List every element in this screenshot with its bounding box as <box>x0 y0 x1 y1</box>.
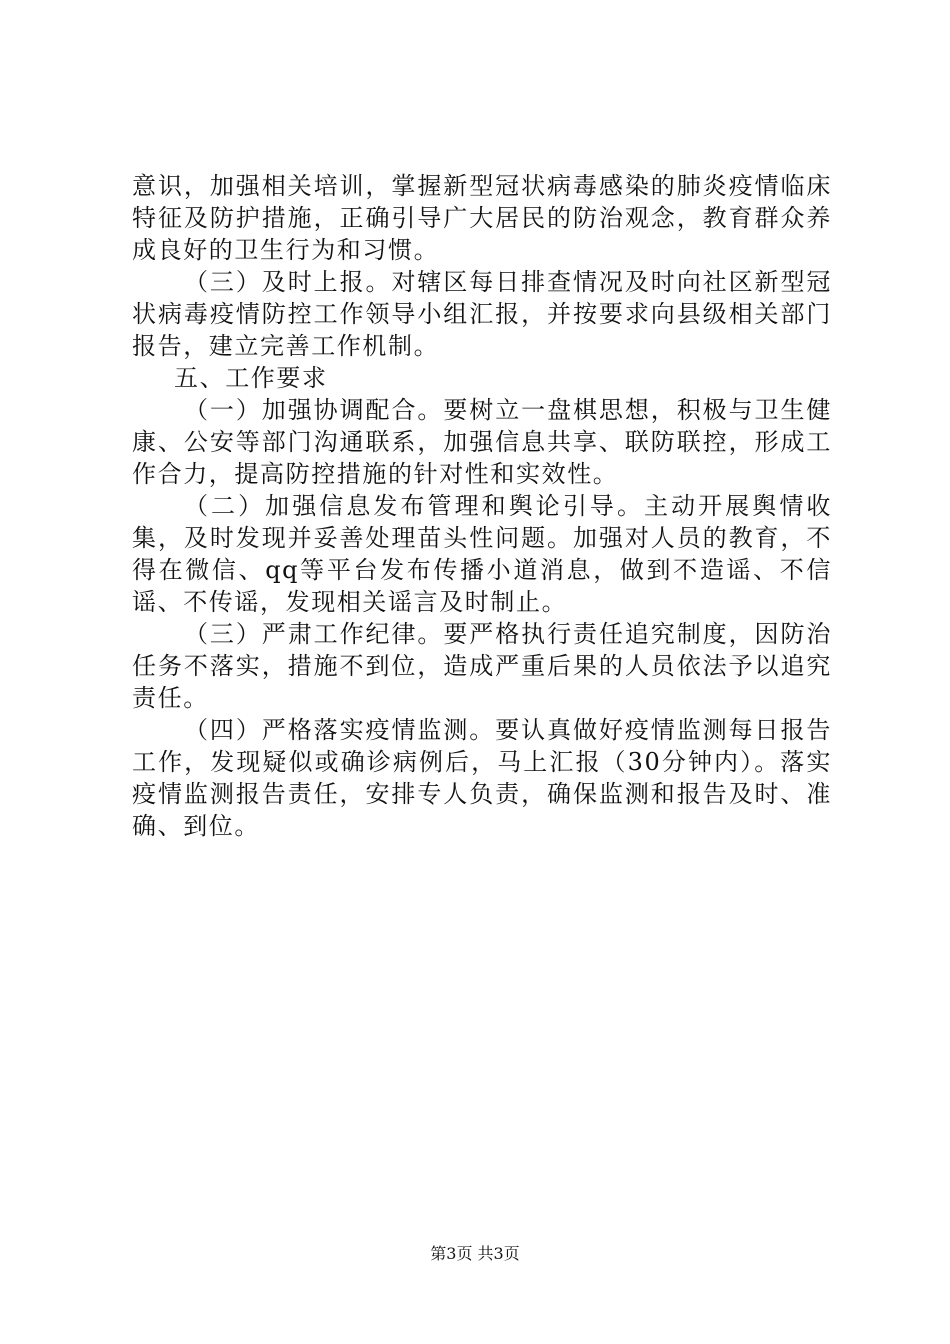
section-heading-work-requirements: 五、工作要求 <box>174 364 328 392</box>
paragraph-continuation: 意识，加强相关培训，掌握新型冠状病毒感染的肺炎疫情临床特征及防护措施，正确引导广大居民的防治观念，教育群众养成良好的卫生行为和习惯。 <box>132 172 832 264</box>
paragraph-epidemic-monitoring: （四）严格落实疫情监测。要认真做好疫情监测每日报告工作，发现疑似或确诊病例后，马上汇报（30分钟内）。落实疫情监测报告责任，安排专人负责，确保监测和报告及时、准确、到位。 <box>132 716 832 840</box>
document-body <box>132 170 832 842</box>
paragraph-work-discipline: （三）严肃工作纪律。要严格执行责任追究制度，因防治任务不落实，措施不到位，造成严重后果的人员依法予以追究责任。 <box>132 620 832 712</box>
page-number-footer: 第3页 共3页 <box>430 1244 520 1263</box>
paragraph-report-in-time: （三）及时上报。对辖区每日排查情况及时向社区新型冠状病毒疫情防控工作领导小组汇报，并按要求向县级相关部门报告，建立完善工作机制。 <box>132 268 832 360</box>
paragraph-coordination: （一）加强协调配合。要树立一盘棋思想，积极与卫生健康、公安等部门沟通联系，加强信息共享、联防联控，形成工作合力，提高防控措施的针对性和实效性。 <box>132 396 832 488</box>
paragraph-information-management: （二）加强信息发布管理和舆论引导。主动开展舆情收集，及时发现并妥善处理苗头性问题。加强对人员的教育，不得在微信、qq等平台发布传播小道消息，做到不造谣、不信谣、不传谣，发现相关谣言及时制止。 <box>132 492 832 616</box>
